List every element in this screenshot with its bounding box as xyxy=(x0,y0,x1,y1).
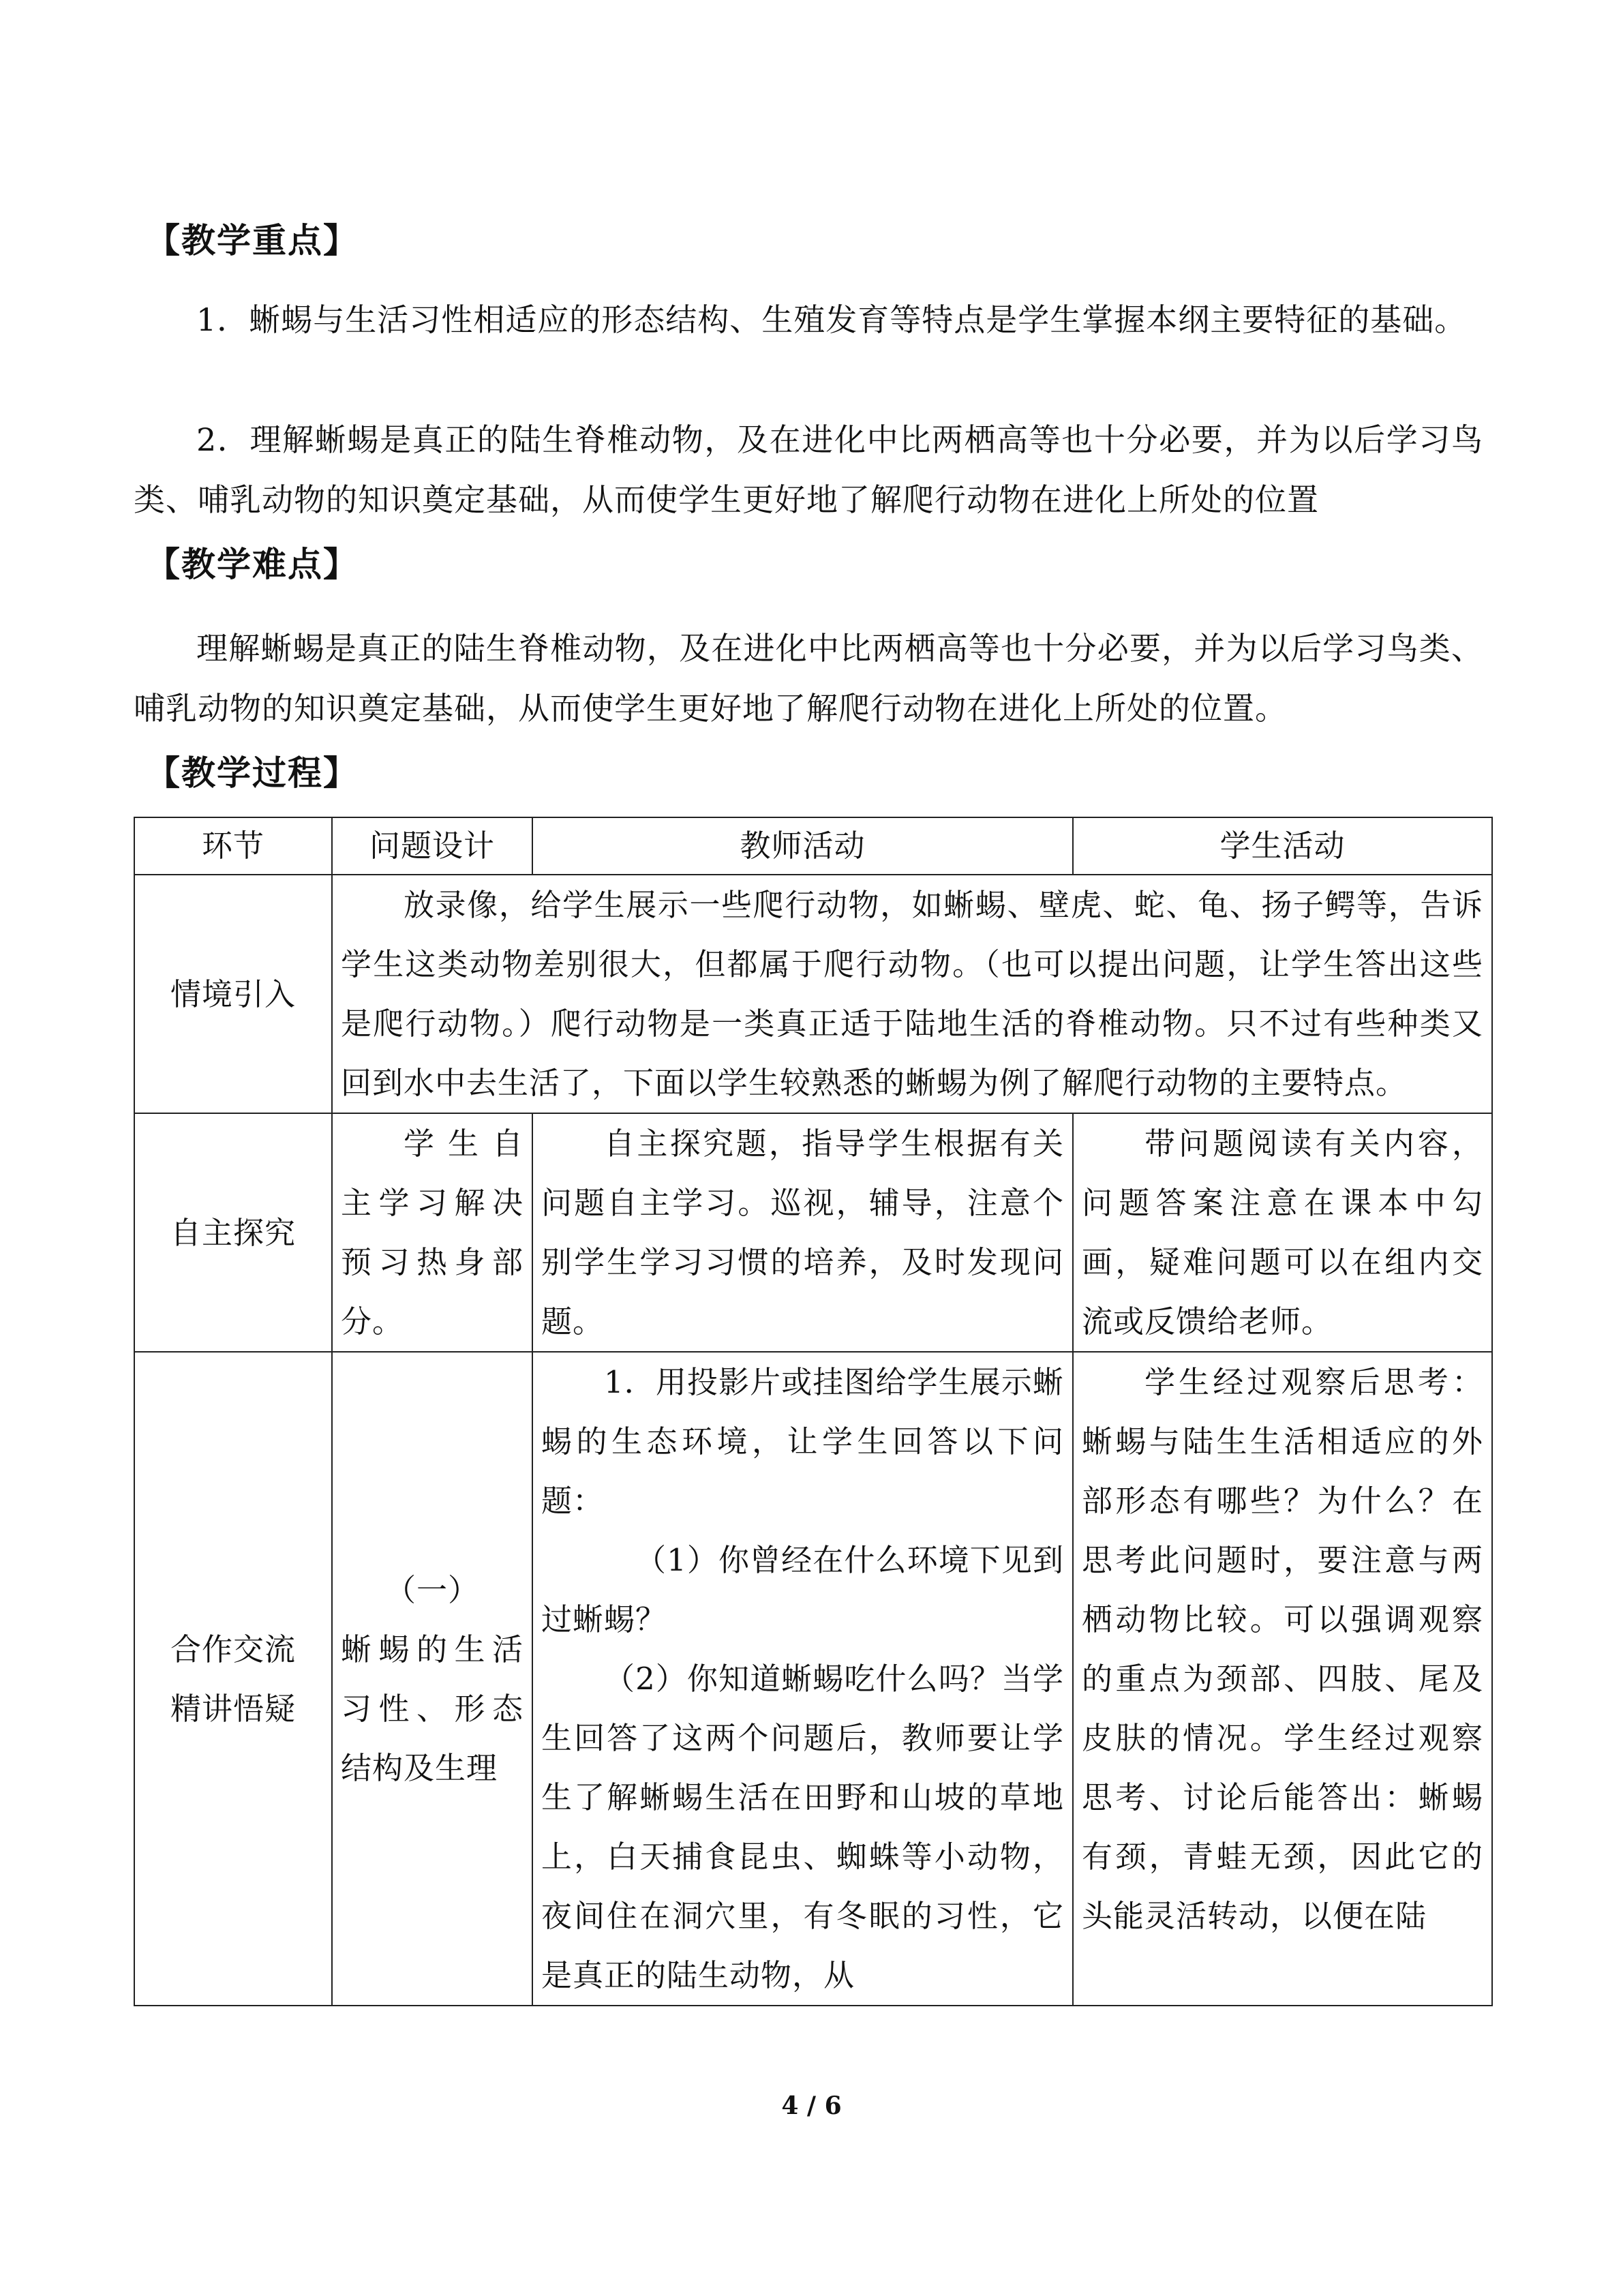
cooperate-student: 学生经过观察后思考：蜥蜴与陆生生活相适应的外部形态有哪些？为什么？在思考此问题时，要注意与两栖动物比较。可以强调观察的重点为颈部、四肢、尾及皮肤的情况。学生经过观察思考、讨论后能答出：蜥蜴有颈，青蛙无颈，因此它的头能灵活转动，以便在陆 xyxy=(1073,1352,1492,2006)
process-heading: 【教学过程】 xyxy=(146,753,359,793)
key-point-2: 2．理解蜥蜴是真正的陆生脊椎动物，及在进化中比两栖高等也十分必要，并为以后学习鸟类、哺乳动物的知识奠定基础，从而使学生更好地了解爬行动物在进化上所处的位置 xyxy=(134,421,1483,518)
difficult-points-heading: 【教学难点】 xyxy=(146,545,359,584)
header-student: 学生活动 xyxy=(1073,817,1492,875)
cooperate-question xyxy=(332,1352,532,2006)
teacher-q2: （2）你知道蜥蜴吃什么吗？当学生回答了这两个问题后，教师要让学生了解蜥蜴生活在田野和山坡的草地上，白天捕食昆虫、蜘蛛等小动物，夜间住在洞穴里，有冬眠的习性，它是真正的陆生动物，从 xyxy=(541,1661,1064,1993)
header-stage: 环节 xyxy=(134,817,332,875)
stage-intro: 情境引入 xyxy=(134,875,332,1113)
teacher-intro: 1．用投影片或挂图给学生展示蜥蜴的生态环境，让学生回答以下问题： xyxy=(541,1364,1064,1519)
explore-question: 学生自主学习解决预习热身部分。 xyxy=(332,1113,532,1352)
page-number: 4 / 6 xyxy=(781,2091,842,2120)
key-points-heading: 【教学重点】 xyxy=(146,221,359,260)
stage-explore: 自主探究 xyxy=(134,1113,332,1352)
header-teacher: 教师活动 xyxy=(532,817,1073,875)
difficult-points-text: 理解蜥蜴是真正的陆生脊椎动物，及在进化中比两栖高等也十分必要，并为以后学习鸟类、哺乳动物的知识奠定基础，从而使学生更好地了解爬行动物在进化上所处的位置。 xyxy=(134,630,1483,727)
teaching-process-table xyxy=(134,817,1493,2006)
table-row-explore xyxy=(134,1113,1492,1352)
explore-teacher: 自主探究题，指导学生根据有关问题自主学习。巡视，辅导，注意个别学生学习习惯的培养，及时发现问题。 xyxy=(532,1113,1073,1352)
key-point-1: 1．蜥蜴与生活习性相适应的形态结构、生殖发育等特点是学生掌握本纲主要特征的基础。 xyxy=(196,301,1467,338)
question-prefix: （一） xyxy=(384,1571,479,1608)
header-question: 问题设计 xyxy=(332,817,532,875)
question-rest: 蜥蜴的生活习性、形态结构及生理 xyxy=(341,1631,524,1786)
explore-student: 带问题阅读有关内容，问题答案注意在课本中勾画，疑难问题可以在组内交流或反馈给老师。 xyxy=(1073,1113,1492,1352)
cooperate-teacher xyxy=(532,1352,1073,2006)
intro-content: 放录像，给学生展示一些爬行动物，如蜥蜴、壁虎、蛇、龟、扬子鳄等，告诉学生这类动物差别很大，但都属于爬行动物。（也可以提出问题，让学生答出这些是爬行动物。）爬行动物是一类真正适于陆地生活的脊椎动物。只不过有些种类又回到水中去生活了，下面以学生较熟悉的蜥蜴为例了解爬行动物的主要特点。 xyxy=(332,875,1492,1113)
table-header-row xyxy=(134,817,1492,875)
table-row-intro xyxy=(134,875,1492,1113)
stage-cooperate-line2: 精讲悟疑 xyxy=(170,1690,296,1727)
teacher-q1: （1）你曾经在什么环境下见到过蜥蜴？ xyxy=(541,1542,1064,1637)
stage-cooperate-line1: 合作交流 xyxy=(170,1631,296,1667)
stage-cooperate xyxy=(134,1352,332,2006)
table-row-cooperate xyxy=(134,1352,1492,2006)
